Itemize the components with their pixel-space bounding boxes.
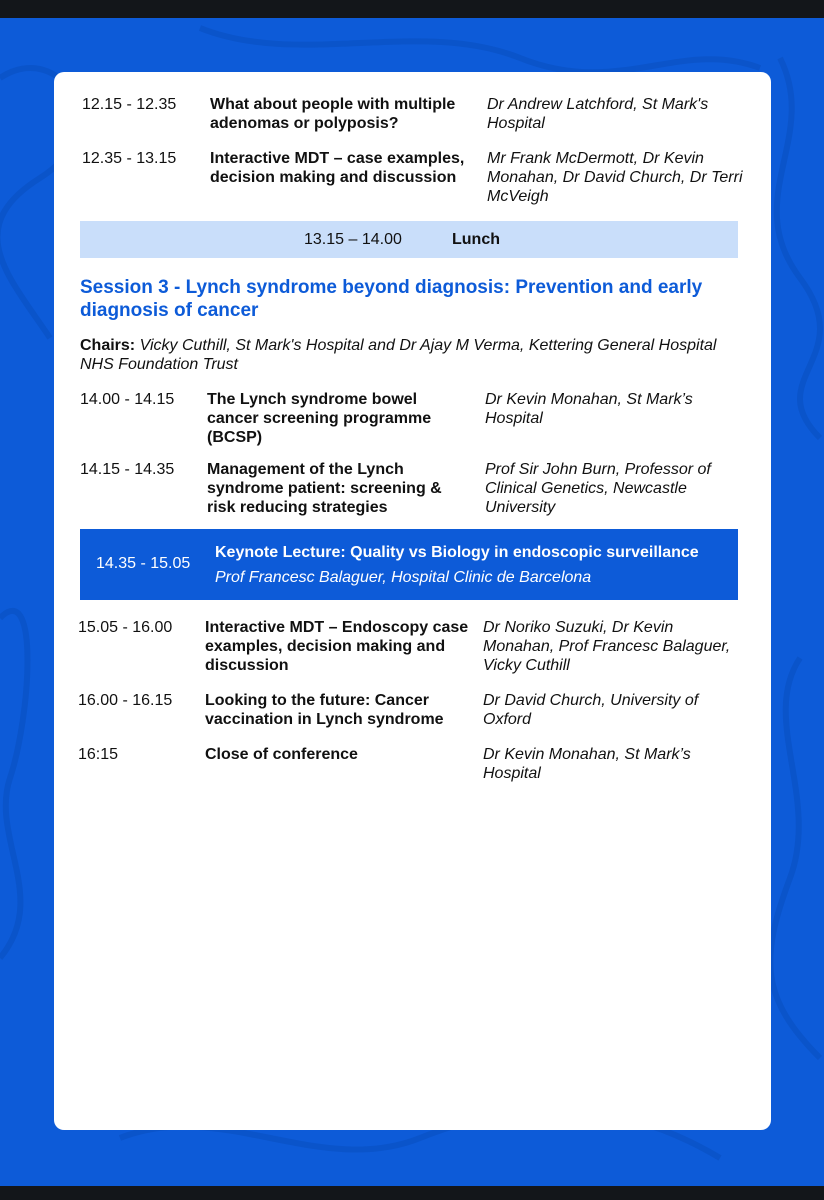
session-time: 12.35 - 13.15	[82, 150, 177, 167]
session-heading: Session 3 - Lynch syndrome beyond diagnosis: Prevention and early diagnosis of cancer	[80, 277, 703, 321]
session-speaker: Mr Frank McDermott, Dr Kevin Monahan, Dr David Church, Dr Terri McVeigh	[487, 150, 743, 205]
agenda-card	[54, 72, 771, 1130]
keynote-title: Keynote Lecture: Quality vs Biology in endoscopic surveillance	[215, 544, 699, 561]
session-chairs	[80, 336, 740, 374]
session-time: 14.00 - 14.15	[80, 391, 175, 408]
session-title: Interactive MDT – Endoscopy case examples, decision making and discussion	[205, 619, 469, 674]
lunch-time: 13.15 – 14.00	[304, 231, 402, 248]
session-time: 16:15	[78, 746, 119, 763]
session-time: 16.00 - 16.15	[78, 692, 173, 709]
session-title: Interactive MDT – case examples, decision making and discussion	[210, 150, 465, 186]
chairs-label: Chairs:	[80, 337, 136, 354]
session-title: Looking to the future: Cancer vaccination in Lynch syndrome	[205, 692, 444, 728]
lunch-label: Lunch	[452, 231, 500, 248]
session-speaker: Dr Kevin Monahan, St Mark’s Hospital	[485, 391, 693, 427]
session-speaker: Dr Kevin Monahan, St Mark’s Hospital	[483, 746, 691, 782]
session-title: The Lynch syndrome bowel cancer screening programme (BCSP)	[207, 391, 432, 446]
session-title: What about people with multiple adenomas or polyposis?	[210, 96, 456, 132]
chairs-names: Vicky Cuthill, St Mark's Hospital and Dr Ajay M Verma, Kettering General Hospital NHS Foundation Trust	[80, 337, 717, 373]
session-title: Management of the Lynch syndrome patient: screening & risk reducing strategies	[207, 461, 442, 516]
session-speaker: Dr Andrew Latchford, St Mark's Hospital	[487, 96, 709, 132]
session-title: Close of conference	[205, 746, 358, 763]
top-frame-bar	[0, 0, 824, 18]
session-speaker: Dr David Church, University of Oxford	[483, 692, 699, 728]
session-speaker: Prof Sir John Burn, Professor of Clinical Genetics, Newcastle University	[485, 461, 711, 516]
lunch-break-band	[80, 221, 738, 258]
keynote-speaker: Prof Francesc Balaguer, Hospital Clinic de Barcelona	[215, 569, 592, 586]
session-time: 15.05 - 16.00	[78, 619, 173, 636]
bottom-frame-bar	[0, 1186, 824, 1200]
session-speaker: Dr Noriko Suzuki, Dr Kevin Monahan, Prof Francesc Balaguer, Vicky Cuthill	[483, 619, 731, 674]
keynote-banner	[80, 529, 738, 600]
session-time: 12.15 - 12.35	[82, 96, 177, 113]
session-time: 14.15 - 14.35	[80, 461, 175, 478]
keynote-time: 14.35 - 15.05	[96, 555, 191, 572]
